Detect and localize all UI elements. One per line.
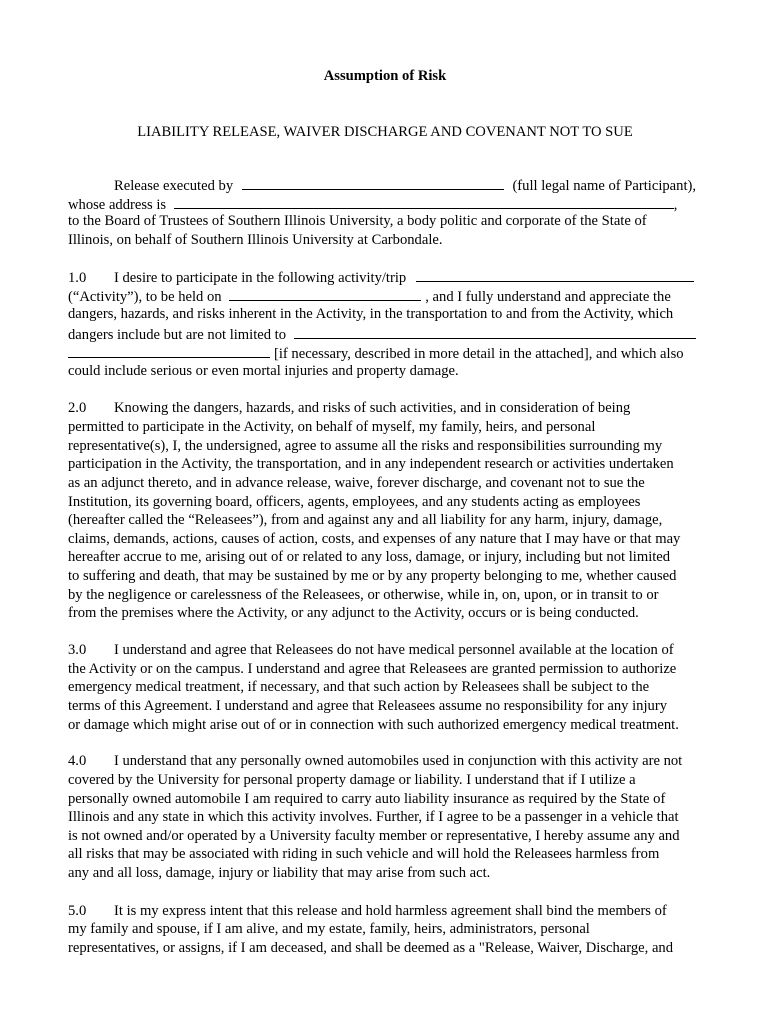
section-4-line-2: covered by the University for personal property damage or liability. I understand that if I utilize a <box>68 772 636 788</box>
section-4-line-6: all risks that may be associated with riding in such vehicle and will hold the Releasees harmless from <box>68 846 660 862</box>
section-3-line-4: terms of this Agreement. I understand and agree that Releasees assume no responsibility for any injury <box>68 698 667 714</box>
section-2-line-5: as an adjunct thereto, and in advance release, waive, forever discharge, and covenant not to sue the <box>68 475 645 491</box>
section-2-text: Knowing the dangers, hazards, and risks of such activities, and in consideration of being <box>114 400 631 416</box>
section-4-line-5: is not owned and/or operated by a University faculty member or representative, I hereby assume any and <box>68 828 680 844</box>
section-2-number: 2.0 <box>68 400 87 416</box>
document-heading: LIABILITY RELEASE, WAIVER DISCHARGE AND COVENANT NOT TO SUE <box>137 124 633 140</box>
intro-line-4: Illinois, on behalf of Southern Illinois University at Carbondale. <box>68 232 443 248</box>
activity-date-field[interactable] <box>229 286 421 301</box>
dangers-label: dangers include but are not limited to <box>68 327 287 343</box>
section-3-text: I understand and agree that Releasees do not have medical personnel available at the location of <box>114 642 674 658</box>
document-title: Assumption of Risk <box>323 68 447 84</box>
address-label: whose address is <box>68 197 167 213</box>
section-5-line-2: my family and spouse, if I am alive, and my estate, family, heirs, administrators, personal <box>68 921 590 937</box>
section-1-line-4 <box>68 324 696 342</box>
intro-line-3: to the Board of Trustees of Southern Illinois University, a body politic and corporate of the State of <box>68 213 647 229</box>
section-2-line-7: (hereafter called the “Releasees”), from and against any and all liability for any harm, injury, damage, <box>68 512 663 528</box>
section-1-line-6: could include serious or even mortal injuries and property damage. <box>68 363 459 379</box>
section-5-line-1 <box>68 902 667 920</box>
activity-field[interactable] <box>416 267 694 282</box>
section-5-text: It is my express intent that this release and hold harmless agreement shall bind the members of <box>114 903 667 919</box>
section-2-line-1 <box>68 399 630 417</box>
section-3-line-3: emergency medical treatment, if necessary, and that such action by Releasees shall be subject to the <box>68 679 650 695</box>
section-2-line-8: claims, demands, actions, causes of action, costs, and expenses of any nature that I may have or that may <box>68 531 681 547</box>
section-5-number: 5.0 <box>68 903 87 919</box>
section-4-line-3: personally owned automobile I am required to carry auto liability insurance as required by the State of <box>68 791 666 807</box>
section-3-line-2: the Activity or on the campus. I understand and agree that Releasees are granted permission to authorize <box>68 661 677 677</box>
section-2-line-10: to suffering and death, that may be sustained by me or by any property belonging to me, whether caused <box>68 568 677 584</box>
section-2-line-9: hereafter accrue to me, arising out of or related to any loss, damage, or injury, including but not limited <box>68 549 671 565</box>
intro-line-1 <box>114 175 696 193</box>
full-name-note: (full legal name of Participant), <box>512 178 697 194</box>
section-2-line-3: representative(s), I, the undersigned, agree to assume all the risks and responsibilities surrounding my <box>68 438 663 454</box>
section-1-line-2-tail: , and I fully understand and appreciate the <box>425 289 671 305</box>
section-2-line-4: participation in the Activity, the transportation, and in any independent research or activities undertaken <box>68 456 674 472</box>
dangers-field-continued[interactable] <box>68 343 270 358</box>
section-2-line-11: by the negligence or carelessness of the Releasees, or otherwise, while in, on, upon, or in transit to or <box>68 587 659 603</box>
section-5-line-3: representatives, or assigns, if I am deceased, and shall be deemed as a "Release, Waiver, Discharge, and <box>68 940 674 956</box>
section-3-line-5: or damage which might arise out of or in connection with such authorized emergency medical treatment. <box>68 717 679 733</box>
section-1-line-5-text: [if necessary, described in more detail in the attached], and which also <box>274 346 684 362</box>
section-4-text: I understand that any personally owned automobiles used in conjunction with this activity are not <box>114 753 683 769</box>
section-4-number: 4.0 <box>68 753 87 769</box>
section-1-line-3: dangers, hazards, and risks inherent in the Activity, in the transportation to and from the Activity, which <box>68 306 674 322</box>
section-4-line-1 <box>68 752 682 770</box>
section-1-line-1 <box>68 267 694 285</box>
held-on-label: (“Activity”), to be held on <box>68 289 222 305</box>
intro-line-2 <box>68 194 677 212</box>
section-3-line-1 <box>68 641 674 659</box>
address-field[interactable] <box>174 194 674 209</box>
executed-by-label: Release executed by <box>114 178 234 194</box>
dangers-field[interactable] <box>294 324 696 339</box>
section-2-line-12: from the premises where the Activity, or any adjunct to the Activity, occurs or is being conducted. <box>68 605 639 621</box>
section-2-line-6: Institution, its governing board, officers, agents, employees, and any students acting as employees <box>68 494 641 510</box>
participant-name-field[interactable] <box>242 175 504 190</box>
address-comma: , <box>673 197 678 213</box>
activity-label: I desire to participate in the following activity/trip <box>114 270 407 286</box>
section-4-line-4: Illinois and any state in which this activity involves. Further, if I agree to be a passenger in a vehicle that <box>68 809 679 825</box>
section-3-number: 3.0 <box>68 642 87 658</box>
section-4-line-7: any and all loss, damage, injury or liability that may arise from such act. <box>68 865 491 881</box>
section-1-line-2 <box>68 286 671 304</box>
section-2-line-2: permitted to participate in the Activity, on behalf of myself, my family, heirs, and personal <box>68 419 596 435</box>
section-1-number: 1.0 <box>68 270 87 286</box>
section-1-line-5 <box>68 343 684 361</box>
